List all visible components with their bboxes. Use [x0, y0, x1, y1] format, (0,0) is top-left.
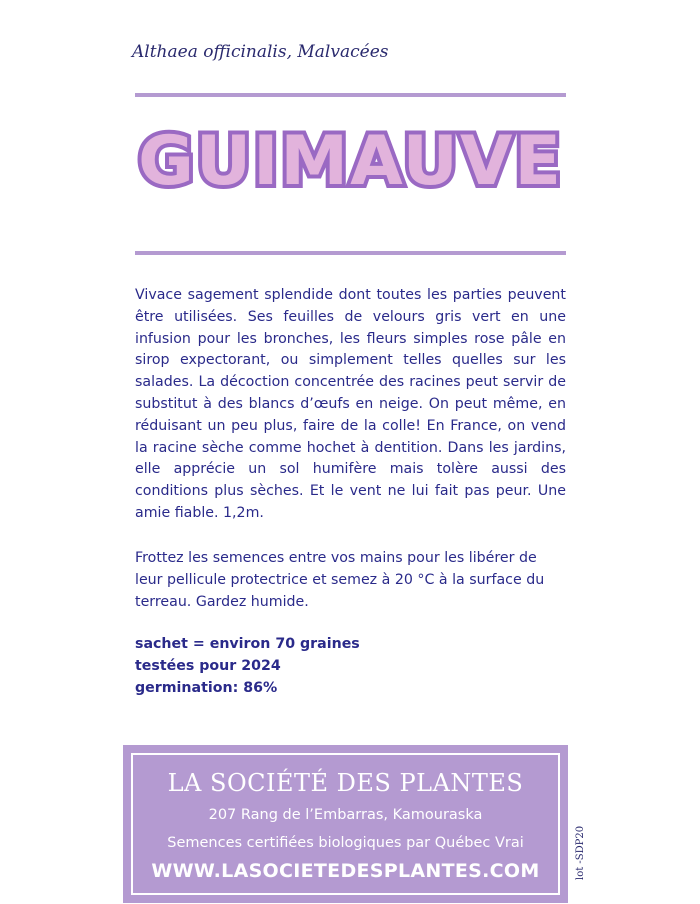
- footer-box: [123, 745, 568, 903]
- company-name: LA SOCIÉTÉ DES PLANTES: [167, 769, 524, 797]
- website-link[interactable]: WWW.LASOCIETEDESPLANTES.COM: [151, 860, 540, 882]
- company-address: 207 Rang de l’Embarras, Kamouraska: [208, 807, 483, 823]
- lot-number: lot -SDP20: [575, 825, 586, 880]
- test-year: testées pour 2024: [135, 657, 281, 674]
- description-paragraph: Vivace sagement splendide dont toutes les parties peuvent être utilisées. Ses feuilles de velours gris vert en une infusion pour les bronches, les fleurs simples rose pâle en sirop expectorant, ou simplement telles quelles sur les salades. La décoction concentrée des racines peut servir de substitut à des blancs d’œufs en neige. On peut même, en réduisant un peu plus, faire de la colle! En France, on vend la racine sèche comme hochet à dentition. Dans les jardins, elle apprécie un sol humifère mais tolère aussi des conditions plus sèches. Et le vent ne lui fait pas peur. Une amie fiable. 1,2m.: [135, 287, 566, 521]
- latin-name: Althaea officinalis, Malvacées: [132, 42, 389, 62]
- certification-text: Semences certifiées biologiques par Québec Vrai: [167, 835, 524, 851]
- product-title: [135, 122, 566, 201]
- top-divider: [135, 93, 566, 97]
- sowing-instructions: Frottez les semences entre vos mains pour les libérer de leur pellicule protectrice et semez à 20 °C à la surface du terreau. Gardez humide.: [135, 550, 545, 610]
- seed-stats: [135, 634, 360, 699]
- seed-count: sachet = environ 70 graines: [135, 636, 360, 652]
- bottom-divider: [135, 251, 566, 255]
- footer-frame: [131, 753, 560, 895]
- product-title-text: GUIMAUVE: [138, 122, 563, 201]
- germination-rate: germination: 86%: [135, 679, 278, 696]
